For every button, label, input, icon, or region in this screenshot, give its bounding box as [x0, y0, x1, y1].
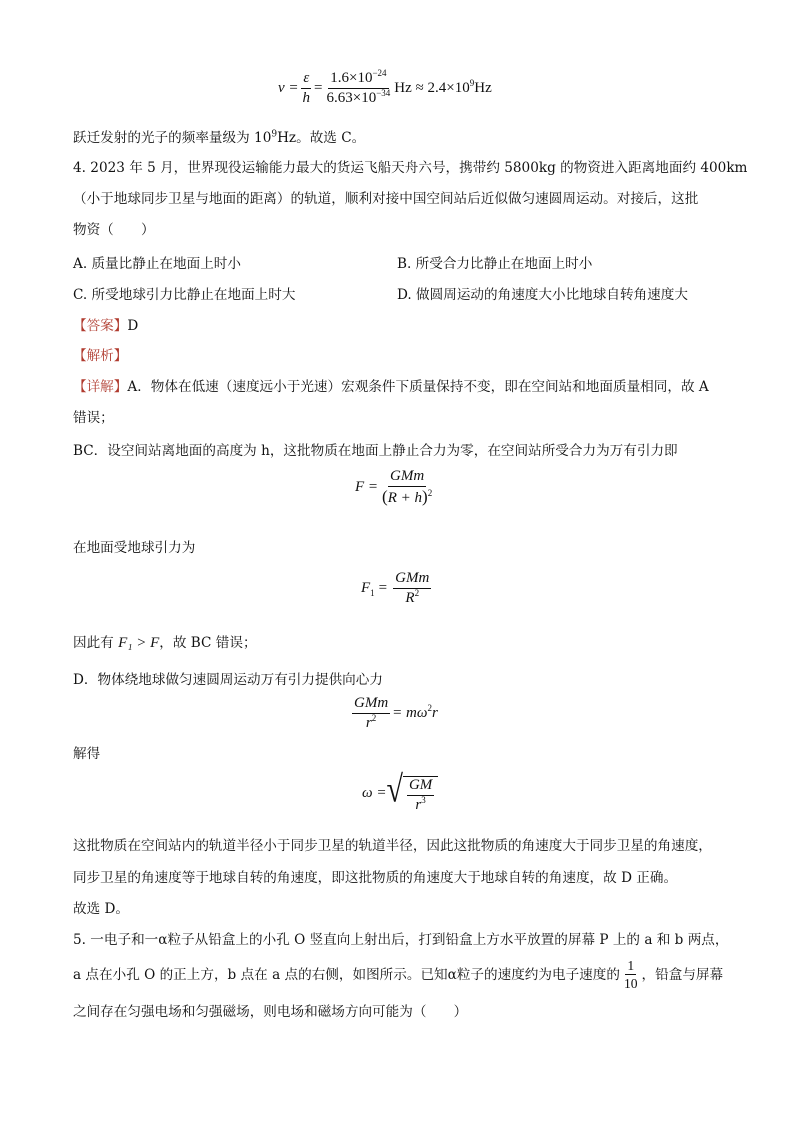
eq-omega-frac [407, 777, 434, 814]
q4-line2: （小于地球同步卫星与地面的距离）的轨道，顺利对接中国空间站后近似做匀速圆周运动。对接后，这批 [73, 191, 699, 207]
eq-F1-frac [393, 570, 431, 607]
q5-line1: 5. 一电子和一α粒子从铅盒上的小孔 O 竖直向上射出后，打到铅盒上方水平放置的屏幕 P 上的 a 和 b 两点， [73, 932, 729, 948]
q4-option-a: A. 质量比静止在地面上时小 [73, 256, 241, 272]
paragraph-d-line2: 同步卫星的角速度等于地球自转的角速度，即这批物质的角速度大于地球自转的角速度，故 D 正确。 [73, 870, 678, 886]
eq-F-num: GMm [388, 468, 426, 487]
eq-nu-frac2-den-exp: −34 [376, 88, 391, 98]
eq-omega-den-exp: 3 [421, 795, 426, 805]
answer-value: D [127, 318, 139, 334]
eq-omega-num: GM [407, 777, 434, 796]
eq-nu-tail-unit2: Hz [474, 80, 492, 96]
sqrt-symbol [386, 769, 438, 814]
q4-line3: 物资（ ） [73, 222, 155, 238]
paragraph-ground-gravity: 在地面受地球引力为 [73, 540, 196, 556]
eq-cent-den [364, 714, 378, 732]
paragraph-d-line1: 这批物质在空间站内的轨道半径小于同步卫星的轨道半径，因此这批物质的角速度大于同步卫星的角速度， [73, 838, 712, 854]
bc-conclusion-a: 因此有 [73, 635, 119, 651]
eq-nu-tail-exp: 9 [469, 78, 475, 88]
eq-omega-lhs: ω = [362, 785, 387, 801]
eq-F1-num: GMm [393, 570, 431, 589]
q5-frac-den: 10 [623, 976, 638, 991]
eq-F1-den [403, 589, 421, 607]
eq-nu-frac2 [325, 70, 393, 107]
eq-F1-den-exp: 2 [414, 588, 420, 598]
eq-F-den-text: R + h [387, 490, 423, 506]
detail-a-text: A．物体在低速（速度远小于光速）宏观条件下质量保持不变，即在空间站和地面质量相同，故 A [127, 379, 709, 395]
equation-gravity-ground [361, 570, 433, 607]
paragraph-choose-d: 故选 D。 [73, 901, 130, 917]
paragraph-conclusion-c [73, 128, 365, 148]
equation-omega [362, 769, 438, 814]
eq-omega-den [413, 796, 427, 814]
eq-cent-rhs-tail: r [431, 705, 438, 721]
eq-omega-den-base: r [415, 797, 422, 813]
eq-F-den-exp: 2 [427, 488, 433, 498]
radical-sign-icon: √ [386, 769, 403, 811]
analysis-tag: 【解析】 [73, 348, 128, 364]
eq-nu-frac2-num-exp: −24 [372, 68, 387, 78]
q5-frac-num: 1 [627, 958, 635, 973]
q5-line3: 之间存在匀强电场和匀强磁场，则电场和磁场方向可能为（ ） [73, 1004, 468, 1020]
eq-cent-den-exp: 2 [371, 713, 377, 723]
eq-F1-lhs [361, 580, 375, 597]
q4-line1: 4. 2023 年 5 月，世界现役运输能力最大的货运飞船天舟六号，携带约 5800kg 的物资进入距离地面约 400km [73, 160, 748, 176]
eq-cent-frac [352, 695, 390, 732]
q4-option-c: C. 所受地球引力比静止在地面上时大 [73, 287, 296, 303]
eq-F1-den-base: R [405, 590, 415, 606]
eq-F1-lhs-sub: 1 [370, 588, 375, 598]
eq-nu-frac2-den-base: 6.63×10 [326, 90, 377, 106]
q5-fraction [622, 958, 640, 991]
eq-nu-frac2-num-base: 1.6×10 [330, 70, 373, 86]
detail-a-line2: 错误； [73, 410, 114, 426]
detail-tag: 【详解】 [73, 379, 128, 395]
eq-F-lhs: F = [355, 479, 379, 495]
eq-cent-rhs-base: = mω [392, 705, 428, 721]
paragraph-d: D．物体绕地球做匀速圆周运动万有引力提供向心力 [73, 672, 383, 688]
eq-nu-frac1 [301, 70, 313, 107]
eq-nu-frac2-num [328, 70, 388, 89]
paragraph-solve: 解得 [73, 746, 101, 762]
eq-nu-frac2-den [325, 89, 393, 107]
eq-F-den: $(R + h)^2$ [382, 487, 433, 506]
paragraph-bc-conclusion [73, 633, 257, 653]
q5-line2 [73, 958, 723, 991]
q5-line2-b: ，铅盒与屏幕 [641, 966, 724, 983]
sqrt-body [403, 776, 438, 814]
eq-cent-num: GMm [352, 695, 390, 714]
eq-nu-tail-unit: Hz ≈ 2.4×10 [394, 80, 470, 96]
answer-tag: 【答案】 [73, 318, 128, 334]
bc-conclusion-b: ，故 BC 错误； [159, 635, 257, 651]
eq-nu-tail [394, 80, 491, 97]
bc-conclusion-math: F₁ > F [118, 635, 160, 651]
eq-nu-frac1-num: ε [301, 70, 311, 89]
equation-centripetal [350, 695, 438, 732]
detail-bc: BC．设空间站离地面的高度为 h，这批物质在地面上静止合力为零，在空间站所受合力为万有引力即 [73, 443, 678, 459]
answer-line [73, 316, 138, 336]
conclusion-exp: 9 [271, 129, 278, 140]
eq-cent-rhs [392, 705, 438, 722]
eq-nu-equals: = [314, 80, 323, 96]
q4-option-d: D. 做圆周运动的角速度大小比地球自转角速度大 [397, 287, 688, 303]
q5-line2-a: a 点在小孔 O 的正上方，b 点在 a 点的右侧，如图所示。已知α粒子的速度约为电子速度的 [73, 966, 620, 983]
equation-gravity-station [355, 468, 436, 507]
detail-a-line1 [73, 377, 709, 397]
eq-cent-rhs-exp: 2 [427, 703, 432, 713]
eq-F1-equals: = [378, 580, 388, 596]
conclusion-text-b: Hz。故选 C。 [277, 130, 366, 146]
eq-F-frac [380, 468, 434, 507]
equation-photon-frequency [278, 70, 492, 107]
eq-F1-lhs-base: F [361, 580, 371, 596]
eq-nu-lhs: ν = [278, 80, 299, 96]
eq-nu-frac1-den: h [302, 90, 311, 106]
eq-cent-den-base: r [365, 715, 372, 731]
conclusion-text-a: 跃迁发射的光子的频率量级为 10 [73, 130, 272, 146]
q4-option-b: B. 所受合力比静止在地面上时小 [397, 256, 593, 272]
